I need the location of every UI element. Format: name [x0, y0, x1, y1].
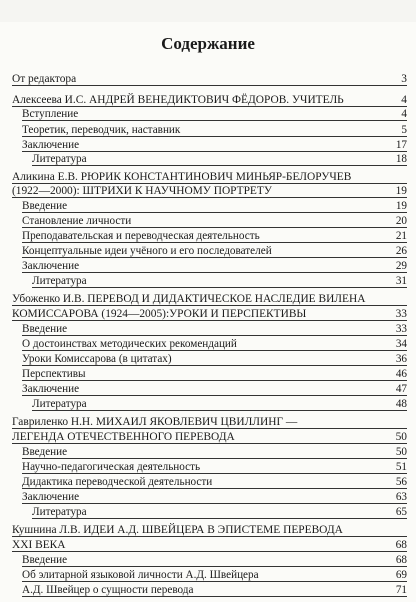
- toc-entry-title: Кушнина Л.В. ИДЕИ А.Д. ШВЕЙЦЕРА В ЭПИСТЕМЕ ПЕРЕВОДА: [12, 524, 343, 536]
- toc-leader-rule: [12, 443, 407, 444]
- toc-leader-rule: [12, 551, 407, 552]
- toc-entry-title: От редактора: [12, 73, 77, 85]
- toc-entry-title: Вступление: [22, 108, 79, 120]
- toc-entry-title: Становление личности: [22, 215, 132, 227]
- toc-entry-title: Литература: [32, 153, 87, 165]
- toc-entry: [0, 72, 416, 86]
- toc-entry-title: КОМИССАРОВА (1924—2005):УРОКИ И ПЕРСПЕКТИВЫ: [12, 308, 307, 320]
- toc-entry: [0, 184, 416, 198]
- toc-leader-rule: [22, 473, 407, 474]
- toc-leader-rule: [22, 272, 407, 273]
- toc-entry-title: Литература: [32, 275, 87, 287]
- toc-leader-rule: [22, 365, 407, 366]
- toc-page-number: 65: [395, 506, 407, 518]
- toc-entry: [0, 352, 416, 366]
- toc-entry-title: Аликина Е.В. РЮРИК КОНСТАНТИНОВИЧ МИНЬЯР-БЕЛОРУЧЕВ: [12, 171, 352, 183]
- toc-entry: [0, 307, 416, 321]
- toc-entry: [0, 505, 416, 519]
- toc-entry: [0, 415, 416, 429]
- toc-leader-rule: [32, 518, 407, 519]
- toc-leader-rule: [22, 257, 407, 258]
- toc-entry-title: Введение: [22, 446, 68, 458]
- toc-entry-title: Концептуальные идеи учёного и его последователей: [22, 245, 272, 257]
- toc-leader-rule: [12, 305, 407, 306]
- toc-entry: [0, 445, 416, 459]
- toc-page-number: 46: [395, 368, 407, 380]
- toc-entry-title: Заключение: [22, 491, 80, 503]
- toc-leader-rule: [12, 197, 407, 198]
- toc-entry-title: Убоженко И.В. ПЕРЕВОД И ДИДАКТИЧЕСКОЕ НАСЛЕДИЕ ВИЛЕНА: [12, 293, 366, 305]
- toc-leader-rule: [22, 596, 407, 597]
- toc-leader-rule: [22, 566, 407, 567]
- toc-leader-rule: [22, 212, 407, 213]
- toc-entry-title: (1922—2000): ШТРИХИ К НАУЧНОМУ ПОРТРЕТУ: [12, 185, 272, 197]
- toc-leader-rule: [32, 410, 407, 411]
- toc-entry-title: Уроки Комиссарова (в цитатах): [22, 353, 172, 365]
- toc-leader-rule: [22, 242, 407, 243]
- toc-page-number: 51: [395, 461, 407, 473]
- toc-entry: [0, 490, 416, 504]
- toc-leader-rule: [22, 503, 407, 504]
- toc-leader-rule: [22, 335, 407, 336]
- toc-entry-title: Литература: [32, 506, 87, 518]
- toc-page-number: 47: [395, 383, 407, 395]
- toc-entry: [0, 93, 416, 107]
- toc-entry: [0, 337, 416, 351]
- toc-page-number: 29: [395, 260, 407, 272]
- toc-leader-rule: [22, 458, 407, 459]
- toc-entry-title: Введение: [22, 200, 68, 212]
- toc-page-number: 56: [395, 476, 407, 488]
- toc-entry-title: Дидактика переводческой деятельности: [22, 476, 213, 488]
- toc-entry: [0, 382, 416, 396]
- toc-leader-rule: [22, 488, 407, 489]
- toc-entry: [0, 367, 416, 381]
- toc-entry: [0, 138, 416, 152]
- toc-entry: [0, 322, 416, 336]
- toc-page-number: 68: [395, 554, 407, 566]
- toc-leader-rule: [32, 287, 407, 288]
- toc-entry: [0, 244, 416, 258]
- toc-entry: [0, 430, 416, 444]
- toc-entry: [0, 568, 416, 582]
- toc-page-number: 17: [395, 139, 407, 151]
- toc-entry: [0, 259, 416, 273]
- toc-entry: [0, 460, 416, 474]
- toc-page-number: 69: [395, 569, 407, 581]
- toc-page-number: 34: [395, 338, 407, 350]
- page-title: Содержание: [161, 34, 255, 53]
- toc-entry: [0, 214, 416, 228]
- toc-page-number: 18: [395, 153, 407, 165]
- toc-entry-title: Заключение: [22, 383, 80, 395]
- toc-entry: [0, 199, 416, 213]
- toc-entry-title: Теоретик, переводчик, наставник: [22, 124, 181, 136]
- toc-leader-rule: [12, 320, 407, 321]
- toc-page-number: 5: [401, 124, 407, 136]
- toc-entry-title: Введение: [22, 323, 68, 335]
- toc-entry: [0, 292, 416, 306]
- toc-entry: [0, 583, 416, 597]
- toc-page-number: 19: [395, 200, 407, 212]
- toc-leader-rule: [22, 120, 407, 121]
- toc-leader-rule: [22, 395, 407, 396]
- toc-entry-title: Литература: [32, 398, 87, 410]
- toc-entry-title: ЛЕГЕНДА ОТЕЧЕСТВЕННОГО ПЕРЕВОДА: [12, 431, 235, 443]
- toc-entry-title: Алексеева И.С. АНДРЕЙ ВЕНЕДИКТОВИЧ ФЁДОРОВ. УЧИТЕЛЬ: [12, 94, 344, 106]
- toc-page-number: 63: [395, 491, 407, 503]
- toc-entry-title: А.Д. Швейцер о сущности перевода: [22, 584, 194, 596]
- toc-entry: [0, 523, 416, 537]
- toc-leader-rule: [12, 536, 407, 537]
- toc-entry: [0, 553, 416, 567]
- toc-page-number: 31: [395, 275, 407, 287]
- toc-page-number: 19: [395, 185, 407, 197]
- toc-page-number: 3: [401, 73, 407, 85]
- toc-entry-title: О достоинствах методических рекомендаций: [22, 338, 237, 350]
- toc-entry: [0, 274, 416, 288]
- toc-entry-title: Гавриленко Н.Н. МИХАИЛ ЯКОВЛЕВИЧ ЦВИЛЛИНГ —: [12, 416, 298, 428]
- toc-entry-title: Об элитарной языковой личности А.Д. Швейцера: [22, 569, 259, 581]
- toc-page-number: 20: [395, 215, 407, 227]
- toc-page-number: 48: [395, 398, 407, 410]
- toc-leader-rule: [22, 227, 407, 228]
- toc-entry: [0, 475, 416, 489]
- toc-page-number: 26: [395, 245, 407, 257]
- toc-page-number: 4: [401, 108, 407, 120]
- toc-page-number: 50: [395, 431, 407, 443]
- toc-entry: [0, 170, 416, 184]
- toc-leader-rule: [12, 85, 407, 86]
- toc-leader-rule: [12, 428, 407, 429]
- toc-page-number: 50: [395, 446, 407, 458]
- toc-entry-title: Заключение: [22, 139, 80, 151]
- toc-page-number: 68: [395, 539, 407, 551]
- toc-entry: [0, 123, 416, 137]
- toc-page-number: 33: [395, 323, 407, 335]
- toc-entry: [0, 152, 416, 166]
- page-top-bleed: [0, 0, 416, 22]
- toc-entry-title: Преподавательская и переводческая деятельность: [22, 230, 260, 242]
- toc-leader-rule: [22, 380, 407, 381]
- toc-page-number: 33: [395, 308, 407, 320]
- toc-page-number: 36: [395, 353, 407, 365]
- toc-leader-rule: [22, 136, 407, 137]
- toc-entry-title: Перспективы: [22, 368, 86, 380]
- toc-page-number: 21: [395, 230, 407, 242]
- toc-entry-title: Введение: [22, 554, 68, 566]
- toc-entry: [0, 107, 416, 121]
- toc-page-number: 4: [401, 94, 407, 106]
- toc-entry-title: Научно-педагогическая деятельность: [22, 461, 201, 473]
- toc-entry-title: XXI ВЕКА: [12, 539, 66, 551]
- toc-entry-title: Заключение: [22, 260, 80, 272]
- toc-entry: [0, 538, 416, 552]
- toc-page-number: 71: [395, 584, 407, 596]
- toc-leader-rule: [32, 165, 407, 166]
- toc-entry: [0, 397, 416, 411]
- toc-leader-rule: [22, 350, 407, 351]
- toc-entry: [0, 229, 416, 243]
- toc-leader-rule: [22, 581, 407, 582]
